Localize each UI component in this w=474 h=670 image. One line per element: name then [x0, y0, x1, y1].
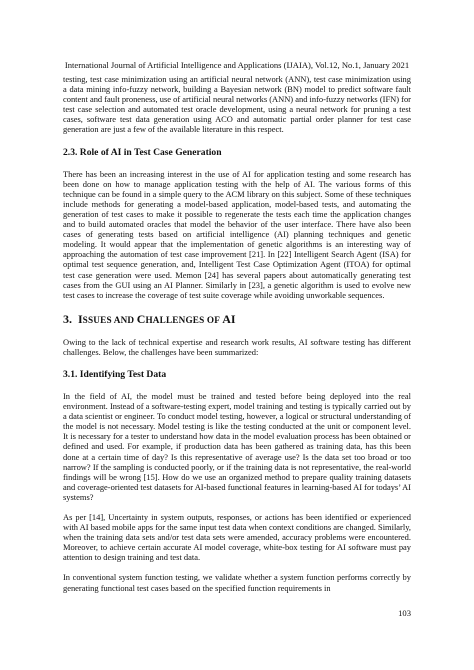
section-3-heading — [63, 312, 411, 327]
paragraph-3-1-c: In conventional system function testing, we validate whether a system function performs correctly by generating functional test cases based on the specified function requirements in — [63, 572, 411, 593]
paragraph-intro: testing, test case minimization using an artificial neural network (ANN), test case minimization using a data mining info-fuzzy network, building a Bayesian network (BN) model to predict software fault content and fault proneness, use of artificial neural networks (ANN) and info-fuzzy networks (IFN) for test case selection and automated test oracle development, using a neural network for pruning a test cases, software test data generation using ACO and automatic partial order planner for test case generation are just a few of the available literature in this respect. — [63, 74, 411, 135]
paragraph-3: Owing to the lack of technical expertise and research work results, AI software testing has different challenges. Below, the challenges have been summarized: — [63, 336, 411, 357]
running-header: International Journal of Artificial Intelligence and Applications (IJAIA), Vol.12, No.1, January 2021 — [64, 60, 410, 70]
page-body — [63, 74, 411, 593]
section-3-number: 3. — [63, 311, 72, 326]
paragraph-3-1-b: As per [14], Uncertainty in system outputs, responses, or actions has been identified or experienced with AI based mobile apps for the same input test data when context conditions are changed. Similarly, when the training data sets and/or test data sets were amended, accuracy problems were encountered. Moreover, to achieve certain accurate AI model coverage, white-box testing for AI software must pay attention to design training and test data. — [63, 512, 411, 563]
section-3-title-part: SSUES AND — [82, 314, 137, 325]
section-3-title-part: I — [78, 311, 83, 326]
section-3-title-part: HALLENGES OF — [145, 314, 223, 325]
section-3-title-part: AI — [222, 311, 236, 326]
paragraph-3-1-a: In the field of AI, the model must be trained and tested before being deployed into the real environment. Instead of a software-testing expert, model training and testing is typically carried out by a data scientist or engineer. To conduct model testing, however, a logical or structural understanding of the model is not necessary. Model testing is like the testing conducted at the unit or component level. It is necessary for a tester to understand how data in the model evaluation process has been obtained or defined and used. For example, if production data has been gathered as training data, has this been done at a certain time of day? Is this representative of average use? Is the data set too broad or too narrow? If the sampling is conducted poorly, or if the training data is not representative, the real-world findings will be wrong [15]. How do we use an organized method to prepare quality training datasets and coverage-oriented test datasets for AI-based functional features in learning-based AI for todays’ AI systems? — [63, 390, 411, 502]
section-2-3-heading: 2.3. Role of AI in Test Case Generation — [63, 146, 222, 158]
page-number: 103 — [398, 608, 411, 618]
section-3-title-part: C — [136, 311, 146, 326]
section-3-1-heading: 3.1. Identifying Test Data — [63, 368, 167, 380]
paragraph-2-3: There has been an increasing interest in the use of AI for application testing and some research has been done on how to manage application testing with the help of AI. The various forms of this technique can be found in a simple query to the ACM library on this subject. Some of these techniques include methods for generating a model-based application, model-based tests, and automating the generation of test cases to make it possible to regenerate the tests each time the application changes and to build automated oracles that model the behavior of the user interface. There have also been cases of generating tests based on artificial intelligence (AI) planning techniques and genetic modeling. It would appear that the implementation of genetic algorithms is an interesting way of approaching the automation of test case improvement [21]. In [22] Intelligent Search Agent (ISA) for optimal test sequence generation, and, Intelligent Test Case Optimization Agent (ITOA) for optimal test case generation were used. Memon [24] has several papers about automatically generating test cases from the GUI using an AI Planner. Similarly in [23], a genetic algorithm is used to evolve new test cases to increase the coverage of test suite coverage while avoiding unworkable sequences. — [63, 168, 411, 300]
